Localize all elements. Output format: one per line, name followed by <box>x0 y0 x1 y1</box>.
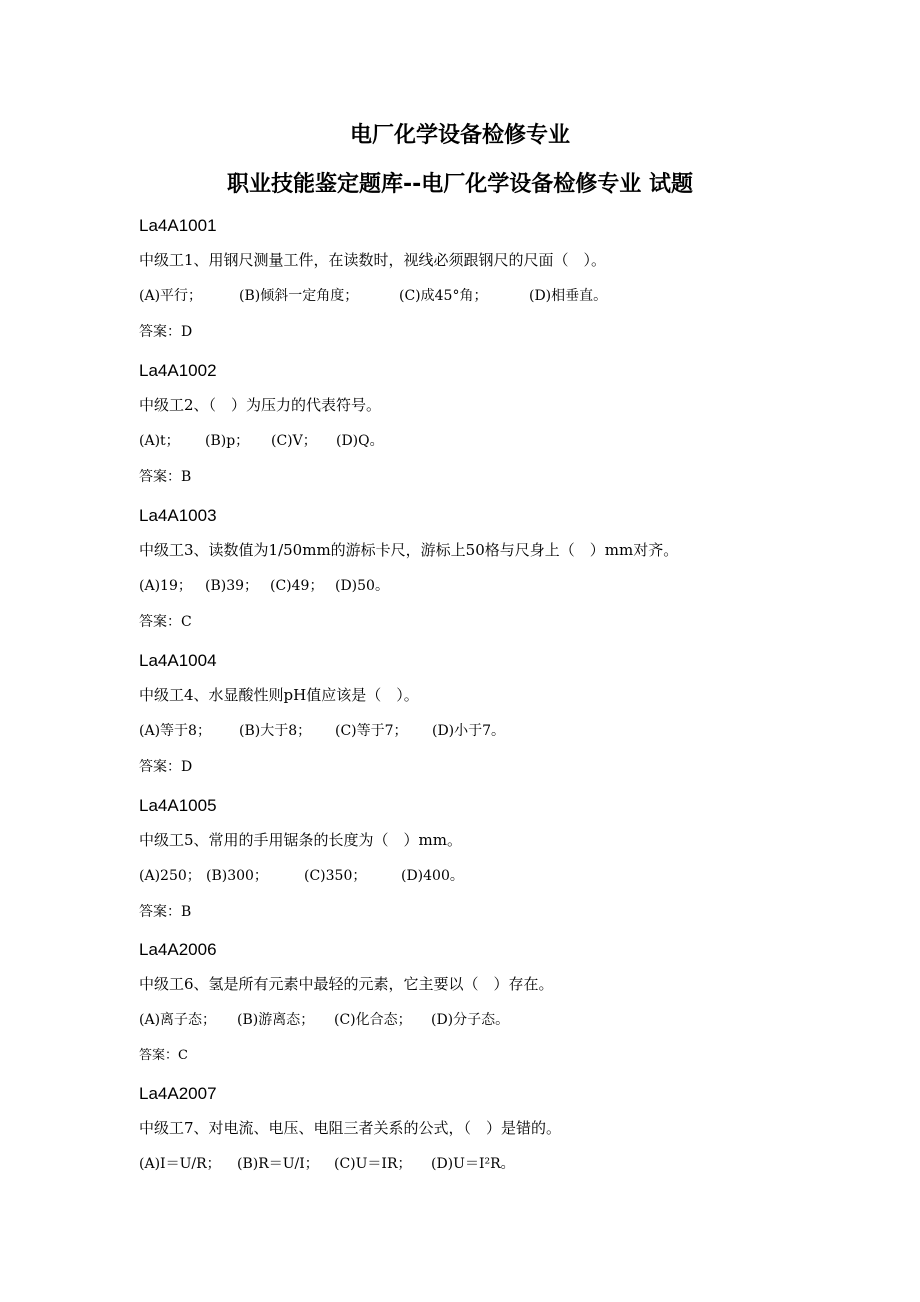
question-stem: 中级工7、对电流、电压、电阻三者关系的公式，（ ）是错的。 <box>139 1119 562 1137</box>
option-d: (D)Q。 <box>336 433 384 449</box>
question-stem: 中级工2、（ ）为压力的代表符号。 <box>139 396 382 414</box>
document-subtitle: 职业技能鉴定题库--电厂化学设备检修专业 试题 <box>227 172 693 197</box>
question-id: La4A2006 <box>139 940 217 959</box>
question-stem: 中级工3、读数值为1/50mm的游标卡尺，游标上50格与尺身上（ ）mm对齐。 <box>139 541 679 559</box>
question-id: La4A1004 <box>139 651 217 670</box>
option-a: (A)t； <box>139 433 180 449</box>
option-d: (D)小于7。 <box>432 723 506 739</box>
question-id: La4A1001 <box>139 216 217 235</box>
option-d: (D)50。 <box>335 578 389 594</box>
option-b: (B)p； <box>205 433 250 449</box>
options-row <box>139 431 879 451</box>
option-b: (B)游离态； <box>237 1012 315 1028</box>
option-c: (C)成45°角； <box>399 288 488 304</box>
option-a: (A)离子态； <box>139 1012 217 1028</box>
option-a: (A)250； <box>139 868 201 884</box>
option-c: (C)49； <box>270 578 324 594</box>
option-d: (D)U＝I²R。 <box>431 1156 515 1172</box>
option-b: (B)倾斜一定角度； <box>239 288 359 304</box>
options-row <box>139 721 879 741</box>
question-block <box>139 1084 879 1174</box>
option-a: (A)19； <box>139 578 192 594</box>
option-c: (C)350； <box>304 868 367 884</box>
question-block <box>139 796 879 922</box>
option-d: (D)分子态。 <box>431 1012 510 1028</box>
option-c: (C)等于7； <box>335 723 408 739</box>
question-block <box>139 506 879 632</box>
answer: 答案：C <box>139 614 192 630</box>
option-d: (D)400。 <box>401 868 464 884</box>
answer: 答案：C <box>139 1048 188 1063</box>
document-title: 电厂化学设备检修专业 <box>349 123 570 148</box>
question-block <box>139 216 879 342</box>
option-d: (D)相垂直。 <box>529 288 608 304</box>
options-row <box>139 286 879 306</box>
question-block <box>139 651 879 777</box>
option-a: (A)I＝U/R； <box>139 1156 221 1172</box>
option-b: (B)大于8； <box>239 723 312 739</box>
question-stem: 中级工4、水显酸性则pH值应该是（ ）。 <box>139 686 419 704</box>
option-c: (C)U＝IR； <box>334 1156 412 1172</box>
question-block <box>139 940 879 1066</box>
options-row <box>139 866 879 886</box>
question-block <box>139 361 879 487</box>
question-stem: 中级工1、用钢尺测量工件，在读数时，视线必须跟钢尺的尺面（ ）。 <box>139 251 607 269</box>
answer: 答案：D <box>139 759 193 775</box>
question-id: La4A1002 <box>139 361 217 380</box>
options-row <box>139 1154 879 1174</box>
option-c: (C)V； <box>271 433 317 449</box>
option-b: (B)39； <box>205 578 259 594</box>
option-a: (A)平行； <box>139 288 203 304</box>
option-b: (B)300； <box>206 868 268 884</box>
question-id: La4A1003 <box>139 506 217 525</box>
option-c: (C)化合态； <box>334 1012 412 1028</box>
options-row <box>139 576 879 596</box>
option-b: (B)R＝U/I； <box>237 1156 319 1172</box>
options-row <box>139 1010 879 1030</box>
question-id: La4A1005 <box>139 796 217 815</box>
question-stem: 中级工5、常用的手用锯条的长度为（ ）mm。 <box>139 831 462 849</box>
answer: 答案：B <box>139 904 192 920</box>
option-a: (A)等于8； <box>139 723 211 739</box>
question-id: La4A2007 <box>139 1084 217 1103</box>
answer: 答案：B <box>139 469 192 485</box>
answer: 答案：D <box>139 324 193 340</box>
question-stem: 中级工6、氢是所有元素中最轻的元素，它主要以（ ）存在。 <box>139 975 554 993</box>
